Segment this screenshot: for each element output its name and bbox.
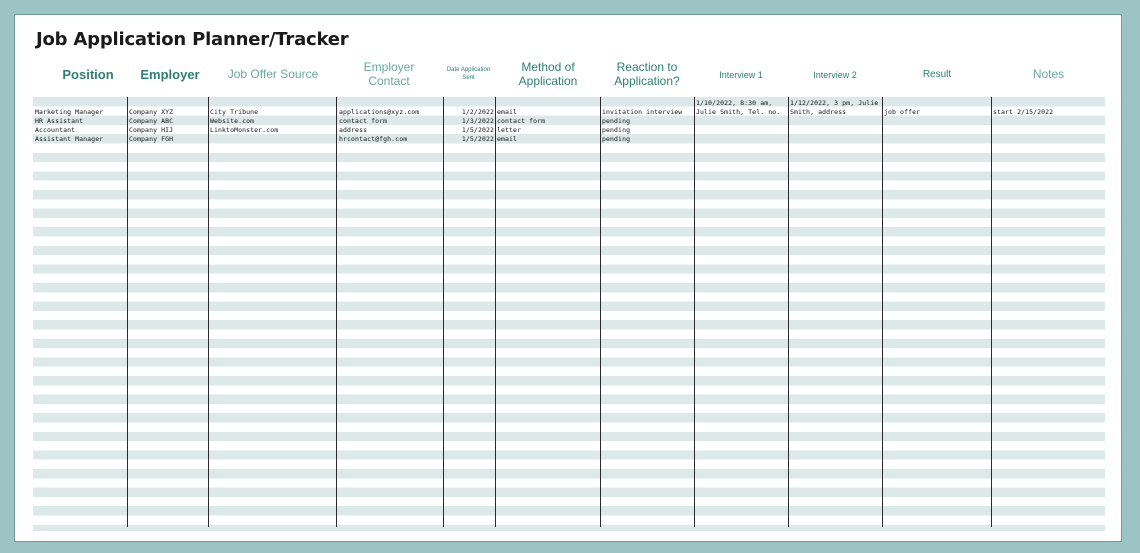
- cell-position[interactable]: Marketing Manager: [35, 108, 104, 116]
- column-divider: [208, 97, 209, 527]
- cell-contact[interactable]: address: [339, 126, 368, 134]
- column-divider: [336, 97, 337, 527]
- header-reaction-label: Reaction to Application?: [614, 60, 680, 88]
- column-divider: [991, 97, 992, 527]
- cell-date[interactable]: 1/5/2022: [461, 126, 494, 134]
- cell-employer[interactable]: Company FGH: [129, 135, 174, 143]
- tracker-sheet: [14, 14, 1122, 542]
- cell-source[interactable]: LinktoMonster.com: [210, 126, 279, 134]
- header-method-label: Method of Application: [518, 60, 578, 88]
- column-divider: [443, 97, 444, 527]
- cell-employer[interactable]: Company HIJ: [129, 126, 174, 134]
- table-body: [33, 97, 1105, 531]
- cell-notes[interactable]: start 2/15/2022: [993, 108, 1054, 116]
- column-divider: [127, 97, 128, 527]
- cell-employer[interactable]: Company ABC: [129, 117, 174, 125]
- cell-position[interactable]: HR Assistant: [35, 117, 84, 125]
- header-position[interactable]: [33, 53, 143, 97]
- header-employer-label: Employer: [140, 66, 200, 82]
- header-source[interactable]: [209, 53, 337, 97]
- column-divider: [788, 97, 789, 527]
- cell-reaction[interactable]: invitation interview: [602, 108, 683, 116]
- cell-date[interactable]: 1/3/2022: [461, 117, 494, 125]
- header-interview1-label: Interview 1: [719, 69, 763, 80]
- header-contact[interactable]: [345, 53, 433, 97]
- cell-date[interactable]: 1/2/2022: [461, 108, 494, 116]
- cell-interview1[interactable]: 1/10/2022, 8:30 am, Julie Smith, Tel. no.: [696, 99, 781, 116]
- cell-contact[interactable]: applications@xyz.com: [339, 108, 420, 116]
- cell-method[interactable]: email: [497, 108, 518, 116]
- cell-source[interactable]: Website.com: [210, 117, 255, 125]
- cell-date[interactable]: 1/5/2022: [461, 135, 494, 143]
- cell-position[interactable]: Assistant Manager: [35, 135, 104, 143]
- cell-reaction[interactable]: pending: [602, 126, 631, 134]
- header-date-label: Date Application Sent: [446, 67, 491, 81]
- header-notes[interactable]: [992, 53, 1105, 97]
- header-notes-label: Notes: [1032, 67, 1065, 82]
- column-divider: [694, 97, 695, 527]
- header-result-label: Result: [922, 69, 952, 81]
- header-interview2[interactable]: [788, 53, 882, 97]
- header-position-label: Position: [62, 66, 114, 82]
- column-divider: [882, 97, 883, 527]
- header-reaction[interactable]: [600, 53, 694, 97]
- cell-contact[interactable]: contact form: [339, 117, 388, 125]
- cell-position[interactable]: Accountant: [35, 126, 76, 134]
- header-employer[interactable]: [129, 53, 211, 97]
- cell-result[interactable]: job offer: [884, 108, 921, 116]
- cell-reaction[interactable]: pending: [602, 117, 631, 125]
- cell-method[interactable]: contact form: [497, 117, 546, 125]
- header-contact-label: Employer Contact: [363, 60, 415, 88]
- header-result[interactable]: [882, 53, 992, 97]
- cell-reaction[interactable]: pending: [602, 135, 631, 143]
- header-date[interactable]: [443, 53, 494, 97]
- cell-source[interactable]: City Tribune: [210, 108, 259, 116]
- header-method[interactable]: [496, 53, 600, 97]
- header-source-label: Job Offer Source: [227, 67, 319, 82]
- column-divider: [600, 97, 601, 527]
- cell-method[interactable]: letter: [497, 126, 522, 134]
- page-title: Job Application Planner/Tracker: [36, 29, 349, 50]
- cell-interview2[interactable]: 1/12/2022, 3 pm, Julie Smith, address: [790, 99, 879, 116]
- cell-method[interactable]: email: [497, 135, 518, 143]
- cell-contact[interactable]: hrcontact@fgh.com: [339, 135, 408, 143]
- header-interview2-label: Interview 2: [813, 69, 857, 80]
- column-divider: [495, 97, 496, 527]
- header-interview1[interactable]: [694, 53, 788, 97]
- cell-employer[interactable]: Company XYZ: [129, 108, 174, 116]
